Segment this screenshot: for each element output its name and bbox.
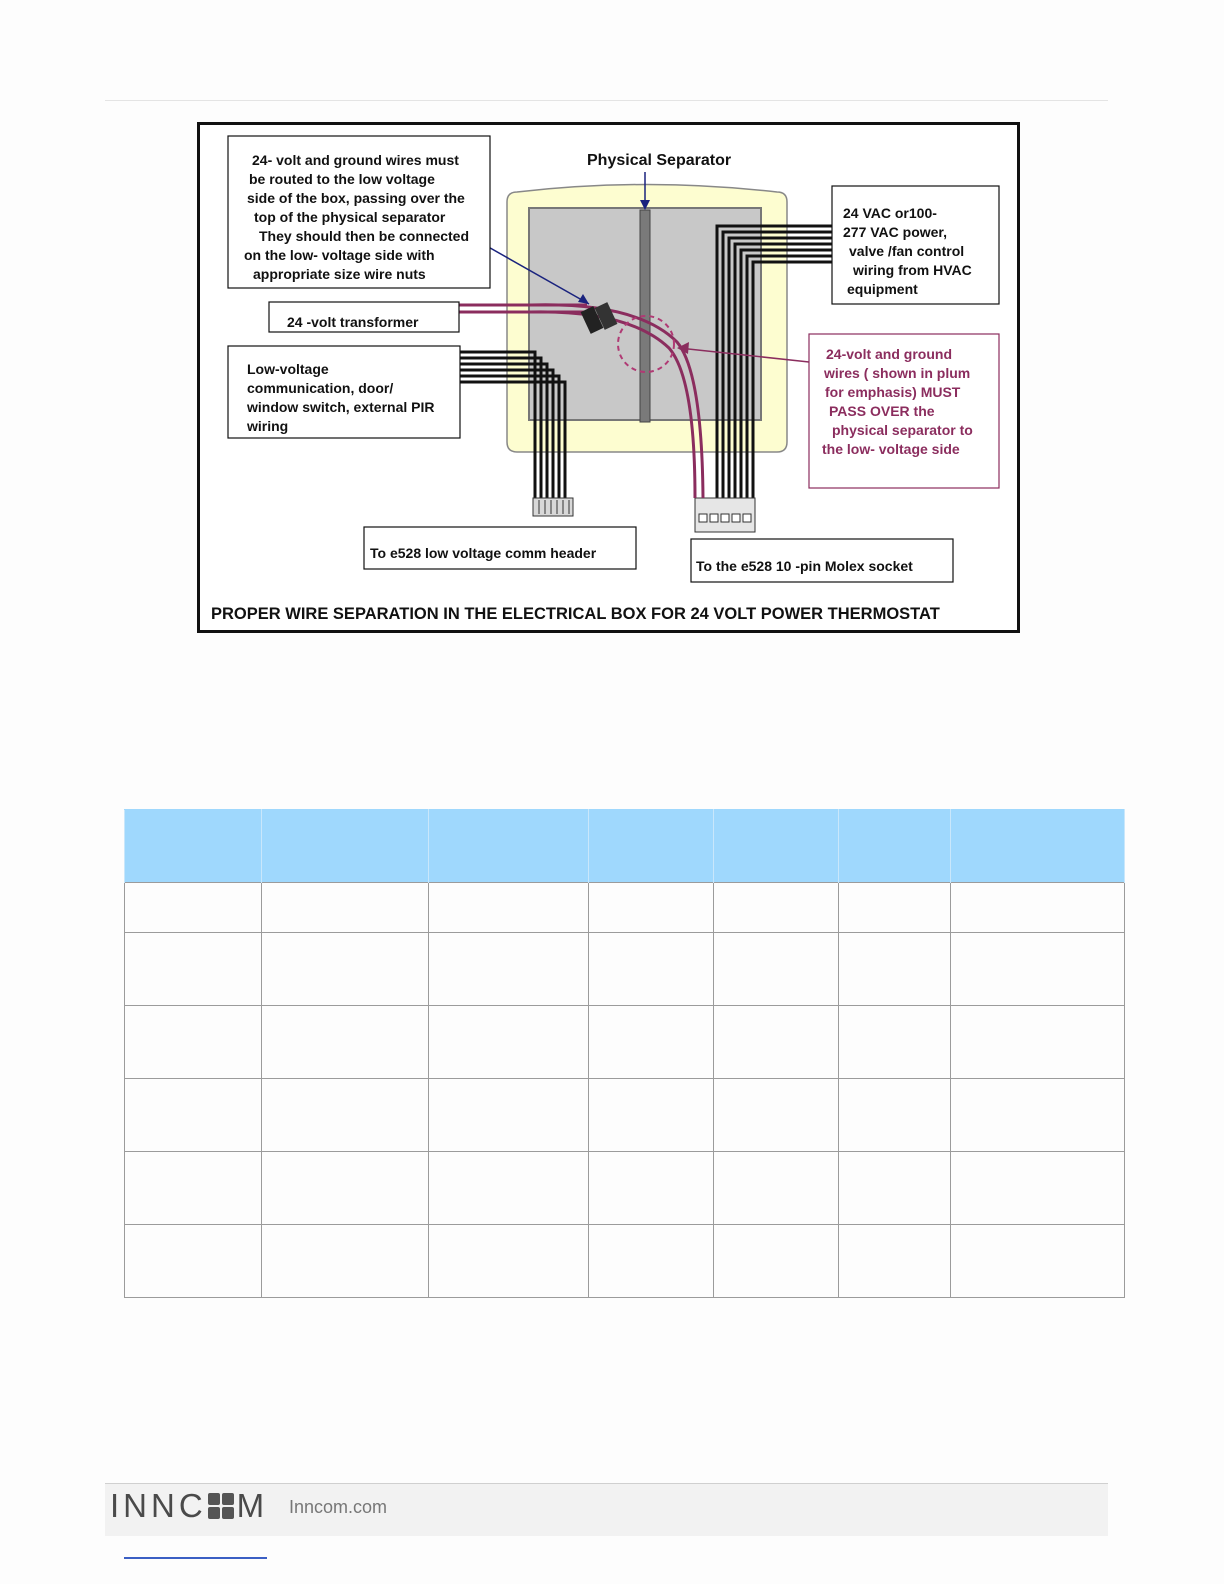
plum-line: physical separator to (832, 422, 973, 438)
note-line: 24- volt and ground wires must (252, 152, 459, 168)
note-line: be routed to the low voltage (249, 171, 435, 187)
table-cell (262, 1225, 429, 1298)
table-cell (125, 883, 262, 933)
table-header-cell (262, 810, 429, 883)
data-table (124, 809, 1125, 1298)
table-cell (262, 1152, 429, 1225)
table-header-cell (951, 810, 1125, 883)
note-line: on the low- voltage side with (244, 247, 435, 263)
hvac-line: 24 VAC or100- (843, 205, 937, 221)
table-row (125, 1006, 1125, 1079)
table-row (125, 1152, 1125, 1225)
hvac-line: equipment (847, 281, 918, 297)
low-voltage-line: window switch, external PIR (247, 399, 435, 415)
low-voltage-line: wiring (247, 418, 289, 434)
table-cell (839, 1152, 951, 1225)
table-cell (429, 883, 589, 933)
table-cell (714, 933, 839, 1006)
hvac-line: valve /fan control (849, 243, 965, 259)
table-cell (714, 1079, 839, 1152)
molex-label: To the e528 10 -pin Molex socket (696, 558, 913, 574)
table-cell (589, 933, 714, 1006)
table-cell (262, 883, 429, 933)
transformer-label: 24 -volt transformer (287, 314, 419, 330)
table-cell (429, 933, 589, 1006)
table-cell (951, 1225, 1125, 1298)
table-cell (125, 1152, 262, 1225)
plum-line: wires ( shown in plum (824, 365, 971, 381)
plum-line: 24-volt and ground (826, 346, 952, 362)
table-row (125, 933, 1125, 1006)
note-line: appropriate size wire nuts (253, 266, 426, 282)
header-rule (105, 100, 1108, 101)
table-cell (262, 933, 429, 1006)
note-line: side of the box, passing over the (247, 190, 465, 206)
table-header-cell (839, 810, 951, 883)
note-line: They should then be connected (259, 228, 470, 244)
molex-connector (695, 498, 755, 532)
table-cell (262, 1006, 429, 1079)
table-cell (714, 883, 839, 933)
table-cell (839, 933, 951, 1006)
table-cell (714, 1225, 839, 1298)
logo-square-icon (208, 1493, 234, 1519)
table-cell (839, 883, 951, 933)
table-cell (839, 1225, 951, 1298)
table-cell (589, 883, 714, 933)
plum-line: for emphasis) MUST (825, 384, 961, 400)
table-cell (429, 1006, 589, 1079)
hvac-line: 277 VAC power, (843, 224, 948, 240)
table-cell (262, 1079, 429, 1152)
table-cell (951, 1079, 1125, 1152)
table-header-cell (714, 810, 839, 883)
table-cell (429, 1152, 589, 1225)
table-cell (839, 1079, 951, 1152)
table-cell (951, 1152, 1125, 1225)
hvac-line: wiring from HVAC (853, 262, 972, 278)
table-header-row (125, 810, 1125, 883)
separator-title: Physical Separator (587, 152, 732, 169)
plum-line: PASS OVER the (829, 403, 935, 419)
table-cell (589, 1079, 714, 1152)
logo-text-left: INNC (110, 1487, 207, 1524)
table-cell (714, 1006, 839, 1079)
table-row (125, 1079, 1125, 1152)
table-header-cell (429, 810, 589, 883)
diagram-caption: PROPER WIRE SEPARATION IN THE ELECTRICAL BOX FOR 24 VOLT POWER THERMOSTAT (211, 605, 940, 623)
wiring-diagram-svg (197, 122, 1020, 633)
table-cell (125, 1079, 262, 1152)
table-row (125, 1225, 1125, 1298)
inncom-logo (110, 1486, 268, 1526)
low-voltage-line: Low-voltage (247, 361, 329, 377)
note-line: top of the physical separator (254, 209, 446, 225)
table-cell (951, 1006, 1125, 1079)
wiring-diagram (197, 122, 1020, 633)
table-cell (125, 1225, 262, 1298)
table-cell (714, 1152, 839, 1225)
table-cell (589, 1225, 714, 1298)
logo-text-right: M (236, 1487, 269, 1524)
site-link[interactable]: Inncom.com (289, 1497, 388, 1517)
table-header-cell (125, 810, 262, 883)
comm-header-connector (533, 498, 573, 516)
table-cell (589, 1152, 714, 1225)
low-voltage-line: communication, door/ (247, 380, 394, 396)
bottom-link-underline[interactable] (124, 1557, 267, 1559)
table-cell (839, 1006, 951, 1079)
comm-header-label: To e528 low voltage comm header (370, 545, 597, 561)
plum-line: the low- voltage side (822, 441, 960, 457)
table-cell (429, 1079, 589, 1152)
table-cell (429, 1225, 589, 1298)
table-cell (125, 933, 262, 1006)
table-header-cell (589, 810, 714, 883)
table-row (125, 883, 1125, 933)
table-cell (951, 933, 1125, 1006)
table-cell (589, 1006, 714, 1079)
table-cell (951, 883, 1125, 933)
table-cell (125, 1006, 262, 1079)
